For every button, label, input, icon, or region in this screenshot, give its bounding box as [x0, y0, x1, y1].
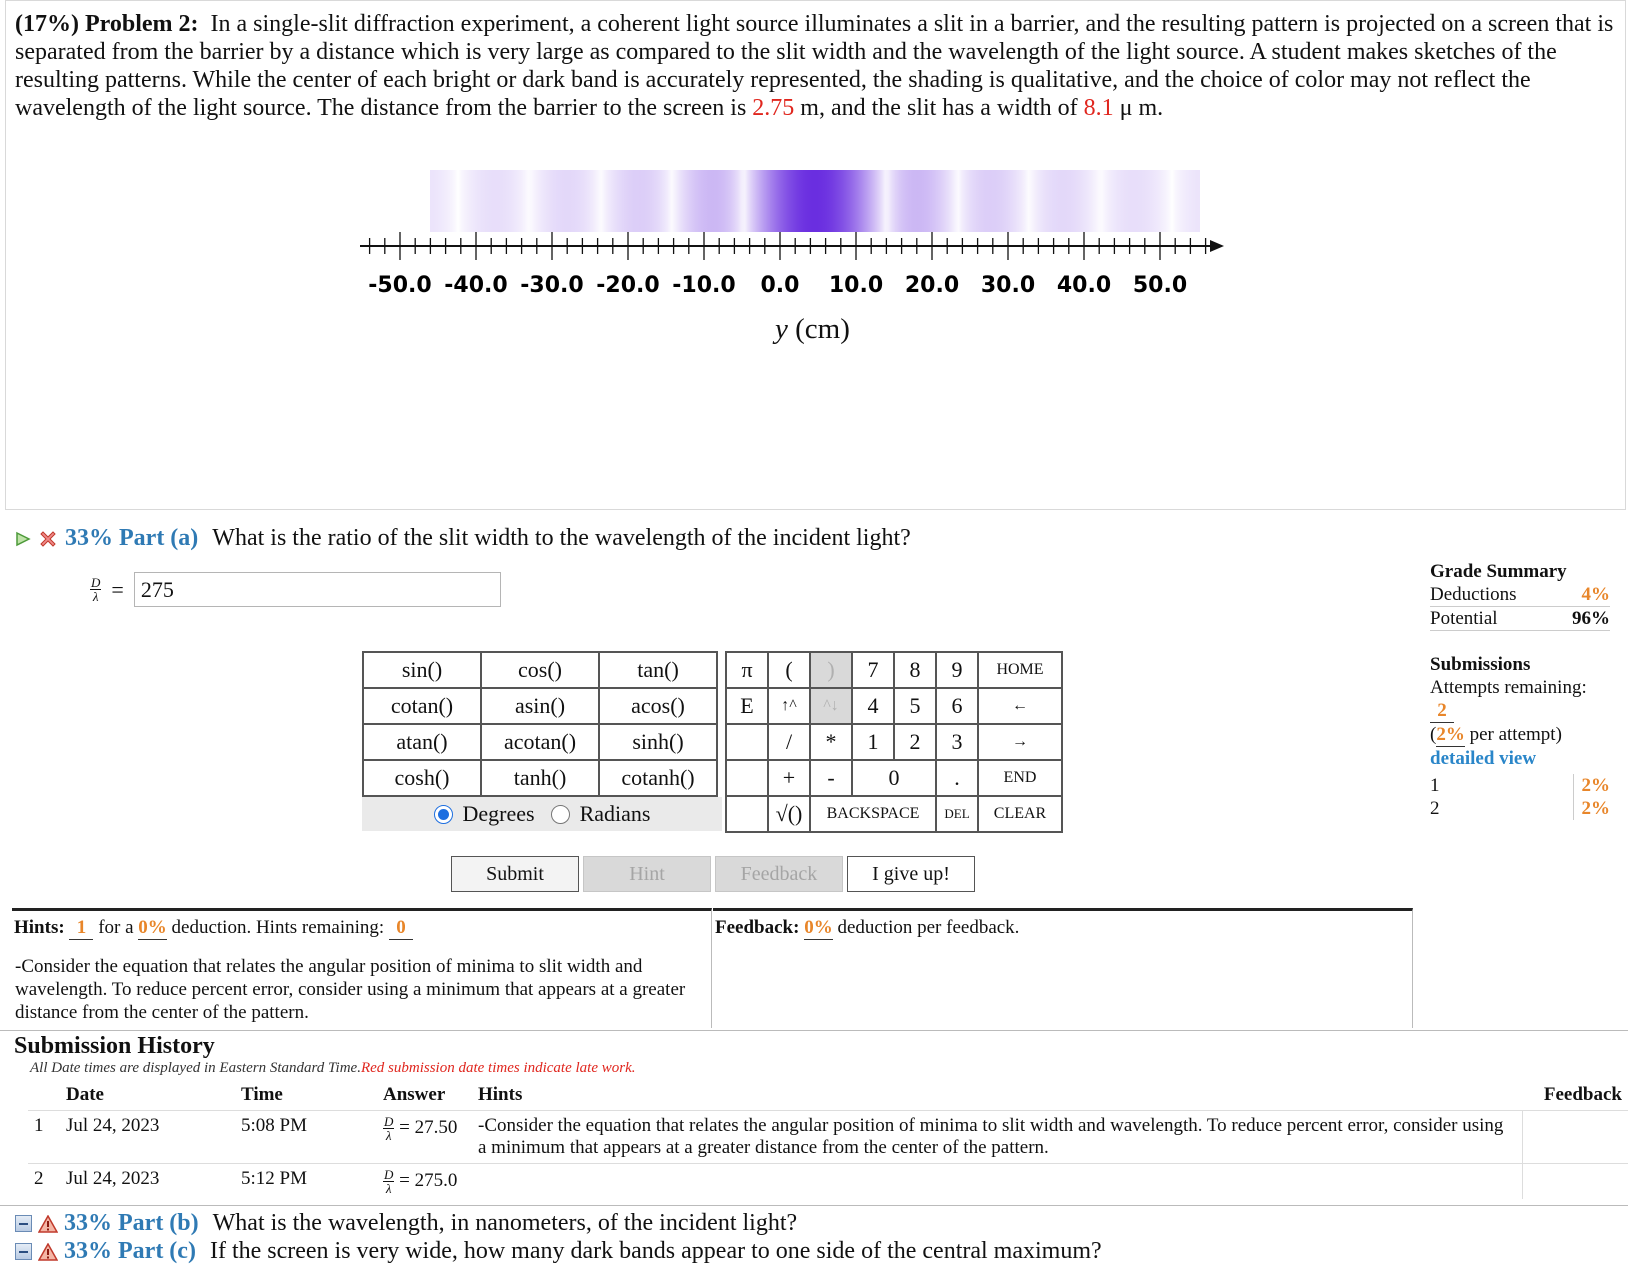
- clear-key[interactable]: CLEAR: [978, 796, 1062, 832]
- diffraction-pattern-figure: [360, 170, 1260, 310]
- submission-number: 1: [1430, 775, 1440, 796]
- del-key[interactable]: DEL: [936, 796, 978, 832]
- collapse-icon[interactable]: [15, 1215, 32, 1232]
- problem-label: Problem 2:: [84, 11, 199, 37]
- submission-row-1: [1430, 774, 1610, 797]
- blank-key: [726, 760, 768, 796]
- collapse-icon[interactable]: [15, 1243, 32, 1260]
- history-answer: [377, 1111, 472, 1164]
- intensity-pattern: [430, 170, 1200, 232]
- blank-key: [726, 796, 768, 832]
- hint-button[interactable]: Hint: [583, 856, 711, 892]
- axis-variable: y: [775, 313, 788, 345]
- give-up-button[interactable]: I give up!: [847, 856, 975, 892]
- decimal-key[interactable]: .: [936, 760, 978, 796]
- key-4[interactable]: 4: [852, 688, 894, 724]
- submissions-title: Submissions: [1430, 654, 1531, 675]
- key-3[interactable]: 3: [936, 724, 978, 760]
- history-header-date: Date: [66, 1084, 104, 1105]
- acos-button[interactable]: acos(): [599, 688, 717, 724]
- part-c-question: If the screen is very wide, how many dark bands appear to one side of the central maximum?: [209, 1238, 1102, 1264]
- axis-title: [775, 313, 850, 346]
- history-answer: [377, 1164, 472, 1200]
- history-header-row: [28, 1080, 1628, 1111]
- potential-value: 96%: [1572, 608, 1610, 629]
- part-b-question: What is the wavelength, in nanometers, of the incident light?: [212, 1210, 798, 1236]
- problem-weight: (17%): [15, 11, 79, 37]
- history-header-hints: Hints: [478, 1084, 523, 1105]
- part-a-title: Part (a): [119, 525, 199, 551]
- part-b-header[interactable]: [15, 1210, 797, 1237]
- table-row: [28, 1111, 1628, 1164]
- attempts-value: 2: [1430, 699, 1454, 723]
- answer-fraction: [383, 1115, 394, 1142]
- asin-button[interactable]: asin(): [481, 688, 599, 724]
- fraction-denominator: λ: [385, 1128, 392, 1143]
- potential-row: [1430, 607, 1610, 631]
- submit-button[interactable]: Submit: [451, 856, 579, 892]
- key-7[interactable]: 7: [852, 652, 894, 688]
- attempts-label: Attempts remaining:: [1430, 677, 1587, 698]
- calculator-keypad: [725, 651, 1063, 833]
- axis-unit: (cm): [795, 313, 850, 345]
- history-time: 5:12 PM: [235, 1164, 377, 1200]
- axis-tick-label: -20.0: [596, 273, 660, 298]
- axis-arrow: [1210, 240, 1224, 252]
- feedback-text: deduction per feedback.: [837, 917, 1020, 938]
- axis-tick-label: -30.0: [520, 273, 584, 298]
- history-hints: [472, 1164, 1522, 1200]
- backspace-key[interactable]: BACKSPACE: [810, 796, 936, 832]
- superscript-up-key[interactable]: ↑^: [768, 688, 810, 724]
- degrees-radio[interactable]: [434, 805, 453, 824]
- per-attempt-value: 2%: [1436, 724, 1465, 745]
- warning-icon: [38, 1215, 58, 1233]
- close-paren-key[interactable]: ): [810, 652, 852, 688]
- history-header-time: Time: [241, 1084, 283, 1105]
- answer-fraction: [383, 1168, 394, 1195]
- deductions-label: Deductions: [1430, 584, 1517, 605]
- fraction-numerator: D: [384, 1167, 394, 1182]
- left-arrow-key[interactable]: ←: [978, 688, 1062, 724]
- per-attempt-text: per attempt): [1469, 724, 1562, 745]
- history-date: Jul 24, 2023: [60, 1164, 235, 1200]
- per-attempt: (2% per attempt): [1430, 724, 1562, 745]
- atan-button[interactable]: atan(): [363, 724, 481, 760]
- divide-key[interactable]: /: [768, 724, 810, 760]
- key-6[interactable]: 6: [936, 688, 978, 724]
- distance-value: 2.75: [752, 95, 795, 121]
- hints-for-a: for a: [98, 917, 134, 938]
- submission-deduction: 2%: [1573, 797, 1611, 820]
- fraction-denominator: λ: [385, 1181, 392, 1196]
- hint-text: -Consider the equation that relates the angular position of minima to slit width and wavelength. To reduce percent error, consider using a minimum that appears at a greater distance from the center of the pattern.: [15, 956, 686, 1023]
- axis-tick-label: 50.0: [1132, 273, 1188, 298]
- history-index: 1: [28, 1111, 60, 1164]
- end-key[interactable]: END: [978, 760, 1062, 796]
- play-icon[interactable]: [15, 531, 31, 547]
- grade-summary-title: Grade Summary: [1430, 561, 1567, 582]
- feedback-label: Feedback:: [715, 917, 800, 938]
- part-b-title: Part (b): [118, 1210, 199, 1236]
- history-header-answer: Answer: [383, 1084, 446, 1105]
- detailed-view-link[interactable]: detailed view: [1430, 748, 1537, 769]
- hints-remaining-label: deduction. Hints remaining:: [171, 917, 385, 938]
- history-divider: [0, 1030, 1628, 1031]
- cotan-button[interactable]: cotan(): [363, 688, 481, 724]
- open-paren-key[interactable]: (: [768, 652, 810, 688]
- warning-icon: [38, 1243, 58, 1261]
- deductions-row: [1430, 583, 1610, 607]
- superscript-down-key[interactable]: ^↓: [810, 688, 852, 724]
- blank-key: [726, 724, 768, 760]
- tan-button[interactable]: tan(): [599, 652, 717, 688]
- fraction-numerator: D: [91, 575, 101, 590]
- acotan-button[interactable]: acotan(): [481, 724, 599, 760]
- tanh-button[interactable]: tanh(): [481, 760, 599, 796]
- history-note-late: Red submission date times indicate late work.: [360, 1060, 636, 1076]
- fraction-denominator: λ: [92, 589, 99, 604]
- key-9[interactable]: 9: [936, 652, 978, 688]
- submission-deduction: 2%: [1573, 774, 1611, 797]
- minus-key[interactable]: -: [810, 760, 852, 796]
- history-header-index: [28, 1080, 60, 1111]
- axis-tick-label: -50.0: [368, 273, 432, 298]
- axis-tick-label: 30.0: [980, 273, 1036, 298]
- axis-tick-label: 40.0: [1056, 273, 1112, 298]
- history-date: Jul 24, 2023: [60, 1111, 235, 1164]
- part-a-header: [15, 525, 911, 552]
- hints-label: Hints:: [14, 917, 65, 938]
- sqrt-key[interactable]: √(): [768, 796, 810, 832]
- problem-statement: [15, 10, 1615, 122]
- history-index: 2: [28, 1164, 60, 1200]
- feedback-deduction: 0%: [804, 917, 833, 938]
- width-unit: μ m.: [1119, 95, 1164, 121]
- calculator-functions: [362, 651, 718, 797]
- key-0[interactable]: 0: [852, 760, 936, 796]
- key-2[interactable]: 2: [894, 724, 936, 760]
- problem-body: In a single-slit diffraction experiment, a coherent light source illuminates a slit in a barrier, and the resulting pattern is projected on a screen that is separated from the barrier by a distance which is very large as compared to the slit width and the wavelength of the light source. A student makes sketches of the resulting patterns. While the center of each bright or dark band is accurately represented, the shading is qualitative, and the choice of color may not reflect the wavelength of the light source. The distance from the barrier to the screen is: [15, 11, 1614, 121]
- history-note-text: All Date times are displayed in Eastern Standard Time.: [30, 1060, 361, 1076]
- degrees-label: Degrees: [462, 801, 535, 826]
- hints-remaining: 0: [389, 917, 413, 940]
- wrong-x-icon: [37, 528, 59, 550]
- history-title: Submission History: [14, 1033, 215, 1059]
- axis-tick-label: -40.0: [444, 273, 508, 298]
- key-1[interactable]: 1: [852, 724, 894, 760]
- history-note: [30, 1060, 636, 1077]
- answer-input[interactable]: [134, 572, 501, 607]
- sinh-button[interactable]: sinh(): [599, 724, 717, 760]
- axis-tick-labels: [368, 273, 1187, 298]
- history-feedback: [1522, 1164, 1628, 1200]
- grade-summary: [1430, 560, 1610, 820]
- fraction-numerator: D: [384, 1114, 394, 1129]
- potential-label: Potential: [1430, 608, 1498, 629]
- hints-count: 1: [69, 917, 93, 940]
- part-c-header[interactable]: [15, 1238, 1102, 1265]
- radians-radio[interactable]: [551, 805, 570, 824]
- sin-button[interactable]: sin(): [363, 652, 481, 688]
- angle-unit-selector: [362, 797, 722, 831]
- radians-label: Radians: [579, 801, 651, 826]
- key-5[interactable]: 5: [894, 688, 936, 724]
- submission-number: 2: [1430, 798, 1440, 819]
- hints-deduction: 0%: [138, 917, 167, 938]
- pi-key[interactable]: π: [726, 652, 768, 688]
- axis-tick-label: 0.0: [760, 273, 800, 298]
- deductions-value: 4%: [1581, 584, 1610, 605]
- feedback-button[interactable]: Feedback: [715, 856, 843, 892]
- cosh-button[interactable]: cosh(): [363, 760, 481, 796]
- e-key[interactable]: E: [726, 688, 768, 724]
- part-a-question: What is the ratio of the slit width to the wavelength of the incident light?: [212, 525, 911, 551]
- parts-divider: [0, 1205, 1628, 1206]
- key-8[interactable]: 8: [894, 652, 936, 688]
- submission-row-2: [1430, 797, 1610, 820]
- part-b-weight: 33%: [64, 1210, 112, 1236]
- cos-button[interactable]: cos(): [481, 652, 599, 688]
- home-key[interactable]: HOME: [978, 652, 1062, 688]
- axis-tick-label: 20.0: [904, 273, 960, 298]
- plus-key[interactable]: +: [768, 760, 810, 796]
- part-c-weight: 33%: [64, 1238, 112, 1264]
- history-header-feedback: Feedback: [1543, 1084, 1622, 1105]
- part-c-title: Part (c): [118, 1238, 196, 1264]
- cotanh-button[interactable]: cotanh(): [599, 760, 717, 796]
- distance-unit: m, and the slit has a width of: [800, 95, 1078, 121]
- multiply-key[interactable]: *: [810, 724, 852, 760]
- history-time: 5:08 PM: [235, 1111, 377, 1164]
- answer-row: [90, 572, 501, 607]
- axis-tick-label: 10.0: [828, 273, 884, 298]
- part-a-weight: 33%: [65, 525, 113, 551]
- history-answer-value: = 27.50: [399, 1116, 458, 1138]
- axis-tick-label: -10.0: [672, 273, 736, 298]
- answer-fraction: [90, 576, 101, 603]
- table-row: [28, 1164, 1628, 1200]
- attempts-remaining: [1430, 676, 1610, 723]
- feedback-panel: [713, 908, 1413, 1028]
- width-value: 8.1: [1083, 95, 1114, 121]
- history-hints: -Consider the equation that relates the angular position of minima to slit width and wavelength. To reduce percent error, consider using a minimum that appears at a greater distance from the center of the pattern.: [472, 1111, 1522, 1164]
- equals-sign: =: [111, 576, 124, 602]
- history-feedback: [1522, 1111, 1628, 1164]
- history-table: [28, 1080, 1628, 1199]
- right-arrow-key[interactable]: →: [978, 724, 1062, 760]
- history-answer-value: = 275.0: [399, 1169, 458, 1191]
